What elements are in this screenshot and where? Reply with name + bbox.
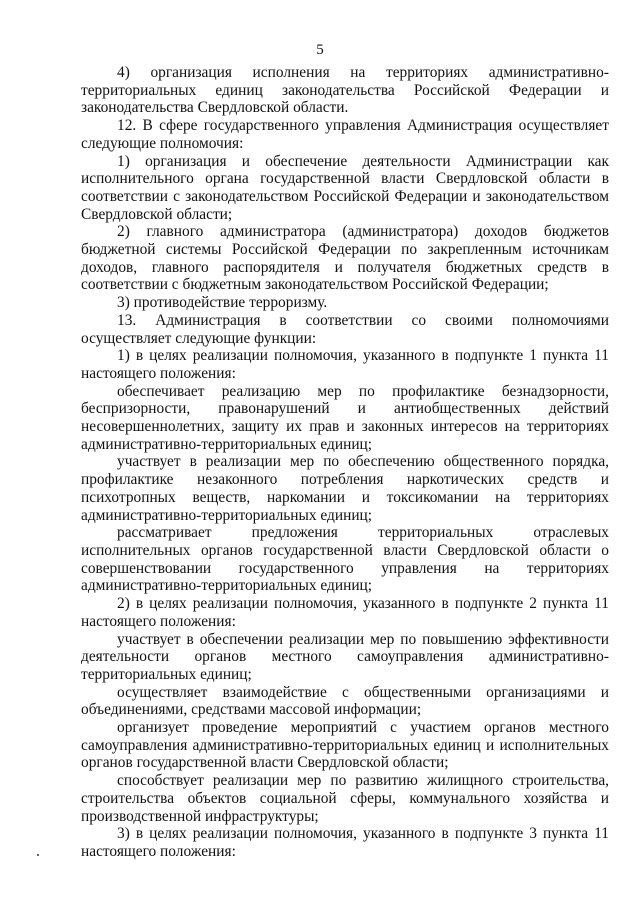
function-events: организует проведение мероприятий с участием органов местного самоуправления административно-территориальных единиц и исполнительных органов государственной власти Свердловской области; — [81, 719, 609, 772]
paragraph-12-item-2: 2) главного администратора (администратора) доходов бюджетов бюджетной системы Российской Федерации по закрепленным источникам доходов, главного распорядителя и получателя бюджетных средств в соответствии с бюджетным законодательством Российской Федерации; — [81, 223, 609, 294]
function-efficiency: участвует в обеспечении реализации мер по повышению эффективности деятельности органов местного самоуправления административно-территориальных единиц; — [81, 630, 609, 683]
page-number: 5 — [316, 42, 324, 58]
function-construction: способствует реализации мер по развитию жилищного строительства, строительства объектов социальной сферы, коммунального хозяйства и производственной инфраструктуры; — [81, 772, 609, 825]
function-interaction: осуществляет взаимодействие с общественными организациями и объединениями, средствами массовой информации; — [81, 683, 609, 719]
paragraph-12-item-1: 1) организация и обеспечение деятельности Администрации как исполнительного органа государственной власти Свердловской области в соответствии с законодательством Российской Федерации и законодательством Свердловской области; — [81, 152, 609, 223]
document-body — [81, 64, 609, 861]
paragraph-13-item-3: 3) в целях реализации полномочия, указанного в подпункте 3 пункта 11 настоящего положения: — [81, 825, 609, 860]
paragraph-12-item-3: 3) противодействие терроризму. — [117, 294, 328, 312]
function-prevention-neglect: обеспечивает реализацию мер по профилактике безнадзорности, беспризорности, правонарушений и антиобщественных действий несовершеннолетних, защиту их прав и законных интересов на территориях административно-территориальных единиц; — [81, 382, 609, 453]
paragraph-12-heading: 12. В сфере государственного управления Администрация осуществляет следующие полномочия: — [81, 117, 609, 152]
paragraph-13-item-1: 1) в целях реализации полномочия, указанного в подпункте 1 пункта 11 настоящего положения: — [81, 347, 609, 382]
function-review-proposals: рассматривает предложения территориальных отраслевых исполнительных органов государственной власти Свердловской области о совершенствовании государственного управления на территориях административно-территориальных единиц; — [81, 524, 609, 595]
paragraph-4-organization: 4) организация исполнения на территориях административно-территориальных единиц законодательства Российской Федерации и законодательства Свердловской области. — [81, 64, 609, 117]
function-public-order: участвует в реализации мер по обеспечению общественного порядка, профилактике незаконного потребления наркотических средств и психотропных веществ, наркомании и токсикомании на территориях административно-территориальных единиц; — [81, 453, 609, 524]
paragraph-13-heading: 13. Администрация в соответствии со своими полномочиями осуществляет следующие функции: — [81, 311, 609, 347]
scan-speck — [37, 854, 39, 856]
paragraph-13-item-2: 2) в целях реализации полномочия, указанного в подпункте 2 пункта 11 настоящего положения: — [81, 595, 609, 630]
